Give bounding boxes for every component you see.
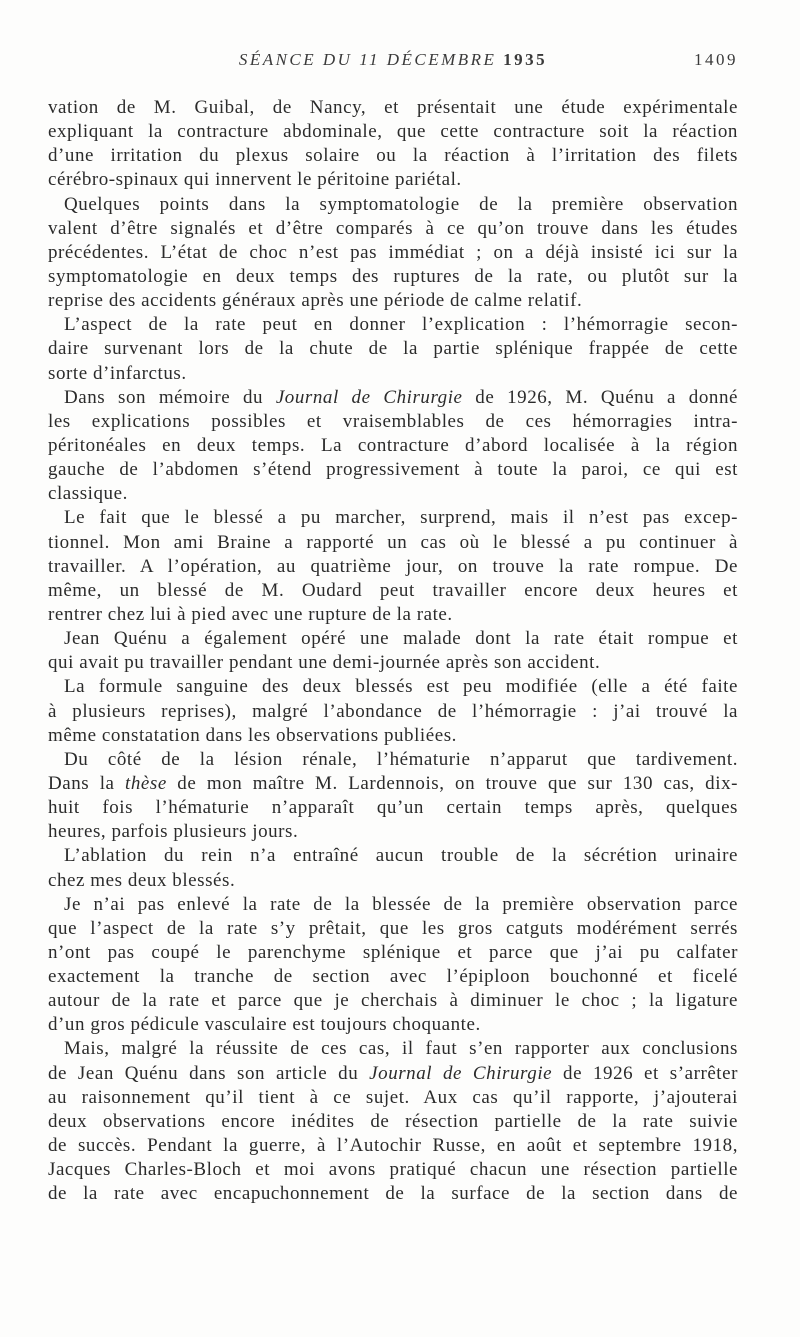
text-line: vation de M. Guibal, de Nancy, et présentait une étude expérimentale — [48, 97, 738, 118]
text-line: péritonéales en deux temps. La contracture d’abord localisée à la région — [48, 434, 738, 456]
text-fragment: de 1926 et s’arrêter — [552, 1062, 738, 1084]
text-line: Mais, malgré la réussite de ces cas, il faut s’en rapporter aux conclusions — [64, 1038, 738, 1060]
text-fragment: Dans la — [48, 772, 126, 794]
text-line: qui avait pu travailler pendant une demi-journée après son accident. — [48, 652, 601, 674]
text-line: chez mes deux blessés. — [48, 869, 236, 891]
text-line: travailler. A l’opération, au quatrième jour, on trouve la rate rompue. De — [48, 555, 738, 577]
text-line: autour de la rate et parce que je cherchais à diminuer le choc ; la ligature — [48, 990, 738, 1012]
text-line: d’un gros pédicule vasculaire est toujours choquante. — [48, 1014, 481, 1036]
text-line: daire survenant lors de la chute de la partie splénique frappée de cette — [48, 338, 738, 360]
text-line: Le fait que le blessé a pu marcher, surprend, mais il n’est pas excep- — [64, 507, 738, 529]
text-line: de succès. Pendant la guerre, à l’Autochir Russe, en août et septembre 1918, — [48, 1135, 738, 1157]
text-line: même constatation dans les observations publiées. — [48, 724, 457, 746]
text-line — [48, 386, 738, 410]
text-line: même, un blessé de M. Oudard peut travailler encore deux heures et — [48, 579, 738, 601]
running-title-text: SÉANCE DU 11 DÉCEMBRE — [238, 50, 497, 69]
text-line: les explications possibles et vraisemblables de ces hémorragies intra- — [48, 410, 738, 432]
text-line: expliquant la contracture abdominale, que cette contracture soit la réaction — [48, 121, 738, 143]
text-line: cérébro-spinaux qui innervent le péritoine pariétal. — [48, 169, 462, 191]
text-fragment: de 1926, M. Quénu a donné — [462, 386, 738, 408]
journal-title: Journal de Chirurgie — [369, 1062, 553, 1084]
text-line: La formule sanguine des deux blessés est peu modifiée (elle a été faite — [64, 676, 738, 698]
text-line: rentrer chez lui à pied avec une rupture de la rate. — [48, 603, 453, 625]
text-line: exactement la tranche de section avec l’épiploon bouchonné et ficelé — [48, 966, 738, 988]
these-word: thèse — [125, 772, 167, 794]
text-line: Quelques points dans la symptomatologie de la première observation — [64, 193, 738, 215]
running-title — [48, 50, 738, 70]
text-line: Jacques Charles-Bloch et moi avons pratiqué chacun une résection partielle — [48, 1159, 738, 1181]
text-line: L’ablation du rein n’a entraîné aucun trouble de la sécrétion urinaire — [64, 845, 738, 867]
text-line: reprise des accidents généraux après une période de calme relatif. — [48, 290, 583, 312]
text-line: huit fois l’hématurie n’apparaît qu’un certain temps après, quelques — [48, 797, 738, 819]
text-line: Je n’ai pas enlevé la rate de la blessée de la première observation parce — [64, 893, 738, 915]
text-line: gauche de l’abdomen s’étend progressivement à toute la paroi, ce qui est — [48, 459, 738, 481]
journal-title: Journal de Chirurgie — [275, 386, 463, 408]
text-line: n’ont pas coupé le parenchyme splénique et parce que j’ai pu calfater — [48, 941, 738, 963]
text-line: valent d’être signalés et d’être comparés à ce qu’on trouve dans les études — [48, 217, 738, 239]
text-line: précédentes. L’état de choc n’est pas immédiat ; on a déjà insisté ici sur la — [48, 241, 738, 263]
text-fragment: Dans son mémoire du — [64, 386, 276, 408]
running-head — [48, 50, 738, 76]
text-line: deux observations encore inédites de résection partielle de la rate suivie — [48, 1110, 738, 1132]
body-text — [48, 96, 738, 1206]
text-line: L’aspect de la rate peut en donner l’explication : l’hémorragie secon- — [64, 314, 738, 336]
text-line: d’une irritation du plexus solaire ou la réaction à l’irritation des filets — [48, 145, 738, 167]
text-fragment: de Jean Quénu dans son article du — [48, 1062, 370, 1084]
text-line: Jean Quénu a également opéré une malade dont la rate était rompue et — [64, 628, 738, 650]
text-line: sorte d’infarctus. — [48, 362, 187, 384]
text-line: heures, parfois plusieurs jours. — [48, 821, 299, 843]
text-line: de la rate avec encapuchonnement de la surface de la section dans de — [48, 1183, 738, 1205]
text-line: classique. — [48, 483, 128, 505]
running-title-year: 1935 — [503, 50, 548, 69]
text-line: à plusieurs reprises), malgré l’abondance de l’hémorragie : j’ai trouvé la — [48, 700, 738, 722]
text-line — [48, 1062, 738, 1086]
text-line: tionnel. Mon ami Braine a rapporté un cas où le blessé a pu continuer à — [48, 531, 738, 553]
page-number: 1409 — [694, 50, 738, 69]
text-line: Du côté de la lésion rénale, l’hématurie n’apparut que tardivement. — [64, 748, 738, 770]
text-line: que l’aspect de la rate s’y prêtait, que les gros catguts modérément serrés — [48, 917, 738, 939]
text-line — [48, 772, 738, 796]
text-line: symptomatologie en deux temps des ruptures de la rate, ou plutôt sur la — [48, 265, 738, 287]
text-line: au raisonnement qu’il tient à ce sujet. Aux cas qu’il rapporte, j’ajouterai — [48, 1086, 738, 1108]
text-fragment: de mon maître M. Lardennois, on trouve que sur 130 cas, dix- — [166, 772, 738, 794]
